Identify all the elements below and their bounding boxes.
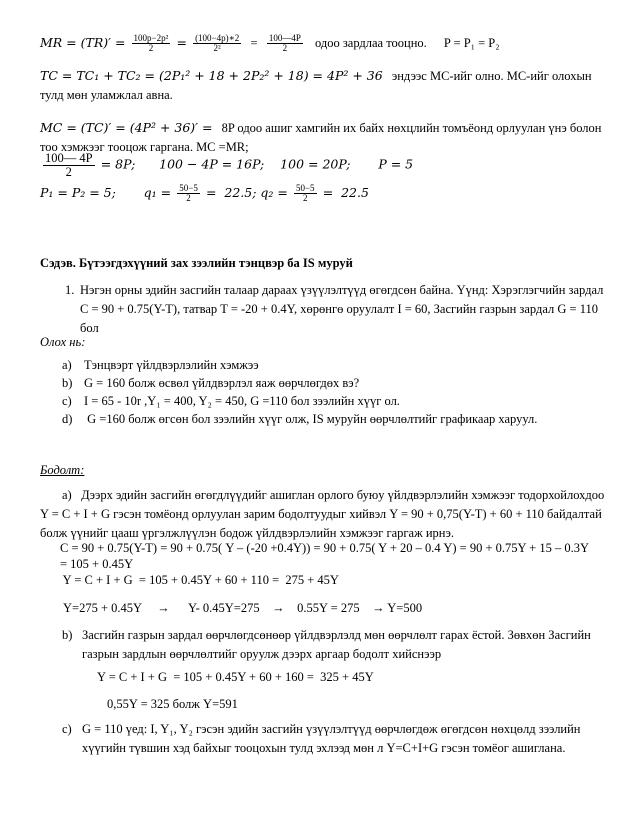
q1-fraction: $\frac{50-5}{2}$ bbox=[179, 183, 198, 204]
equilibrium-output-steps: Y=275 + 0.45Y → Y- 0.45Y=275 → 0.55Y = 275 → Y=500 bbox=[63, 601, 423, 615]
mr-fraction-2: $\frac{(100-4p)∗2}{\text{2²}}$ bbox=[195, 33, 240, 54]
solution-b: b) Засгийн газрын зардал өөрчлөгдсөнөөр үйлдвэрлэлд мөн өөрчлөлт гарах ёстой. Зөвхөн Засгийн газрын зардлын өөрчлөлтийг оруулж дээрх аргаар бодолт хийснээр bbox=[62, 628, 591, 661]
mr-text: одоо зардлаа тооцно. bbox=[314, 35, 427, 50]
new-income-equation: Y = C + I + G = 105 + 0.45Y + 60 + 160 = 325 + 45Y bbox=[97, 670, 374, 684]
consumption-result: = 105 + 0.45Y bbox=[60, 557, 134, 571]
problem-statement bbox=[65, 281, 608, 337]
quantity-line: P₁ = P₂ = 5; q₁ = $\frac{50-5}{2}$ = 22.5; q₂ = $\frac{50-5}{2}$ = 22.5 bbox=[40, 183, 369, 204]
mr-lhs: MR = (TR)′ = bbox=[40, 34, 126, 50]
section-title: Сэдэв. Бүтээгдэхүүний зах зээлийн тэнцвэр ба IS муруй bbox=[40, 256, 353, 270]
price-equality: P = P₁ = P₂ bbox=[443, 35, 500, 50]
question-b: b) G = 160 болж өсвөл үйлдвэрлэл яаж өөрчлөгдөх вэ? bbox=[62, 376, 360, 390]
mc-equation: MC = (TC)′ = (4P² + 36)′ = bbox=[40, 120, 213, 135]
question-c: c) I = 65 - 10r ,Y₁ = 400, Y₂ = 450, G =110 бол зээлийн хүүг ол. bbox=[62, 394, 400, 408]
solution-c: c) G = 110 үед: I, Y₁, Y₂ гэсэн эдийн засгийн үзүүлэлтүүд өөрчлөгдөж өгөгдсөн нөхцөлд зээлийн хүүгийн түвшин хэд байхыг тооцохын тулд эхлээд мөн л Y=C+I+G гэсэн томёог ашиглана. bbox=[62, 722, 581, 755]
consumption-equation: С = 90 + 0.75(Y-T) = 90 + 0.75( Y – (-20 +0.4Y)) = 90 + 0.75( Y + 20 – 0.4 Y) = 90 + 0.75Y + 15 – 0.3Y bbox=[60, 541, 590, 555]
problem-number: 1. bbox=[65, 283, 75, 297]
tc-equation-line bbox=[40, 66, 608, 106]
question-a: a) Тэнцвэрт үйлдвэрлэлийн хэмжээ bbox=[62, 358, 259, 372]
solution-a: a) Дээрх эдийн засгийн өгөгдлүүдийг ашиглан орлого буюу үйлдвэрлэлийн хэмжээг тодорхойлохдоо Y = C + I + G гэсэн томёонд орлуулан зарим бодолтуудыг хийвэл Y = 90 + 0,75(Y-T) + 60 + 110 байдалтай болж үүнийг цааш үргэлжлүүлэн бодож үйлдвэрлэлийн хэмжээг гаргаж ирнэ. bbox=[40, 488, 605, 540]
tc-text: эндээс МС-ийг олно. МС-ийг олохын тулд мөн уламжлал авна. bbox=[40, 69, 592, 103]
mr-fraction-1: $\frac{\text{100p−2p²}}{2}$ bbox=[133, 33, 169, 54]
solution-label: Бодолт: bbox=[40, 463, 85, 477]
tc-equation: TC = TC₁ + TC₂ = (2P₁² + 18 + 2P₂² + 18) = 4P² + 36 bbox=[40, 68, 383, 83]
income-equation: Y = C + I + G = 105 + 0.45Y + 60 + 110 = 275 + 45Y bbox=[60, 573, 339, 587]
equilibrium-equation-line bbox=[40, 152, 608, 179]
new-output-result: 0,55Y = 325 болж Y=591 bbox=[107, 697, 238, 711]
mr-big-fraction: $\frac{100— 4P}{2}$ bbox=[45, 151, 93, 180]
mc-text: 8P одоо ашиг хамгийн их байх нөхцлийн томъёонд орлуулан үнэ болон тоо хэмжээг тооцож гаргана. МС =MR; bbox=[40, 121, 602, 155]
q2-fraction: $\frac{50-5}{2}$ bbox=[295, 183, 315, 204]
equilibrium-steps: = 8P; 100 − 4P = 16P; 100 = 20P; P = 5 bbox=[100, 156, 414, 172]
find-label: Олох нь: bbox=[40, 335, 86, 349]
problem-text: Нэгэн орны эдийн засгийн талаар дараах үзүүлэлтүүд өгөгдсөн байна. Үүнд: Хэрэглэгчийн зардал С = 90 + 0.75(Y-T), татвар T = -20 + 0.4Y, хөрөнгө оруулалт I = 60, Засгийн газрын зардал G = 110 бол bbox=[80, 283, 604, 335]
question-d: d) G =160 болж өгсөн бол зээлийн хүүг олж, IS муруйн өөрчлөлтийг графикаар харуул. bbox=[62, 412, 538, 426]
mr-fraction-3: $\frac{100—4P}{2}$ bbox=[268, 33, 301, 54]
mr-equation-line: MR = (TR)′ = $\frac{\text{100p−2p²}}{2}$ = $\frac{(100-4p)∗2}{\text{2²}}$ = $\frac{100—4P}{2}$ одоо зардлаа тооцно. P = P₁ = P₂ bbox=[40, 33, 500, 54]
